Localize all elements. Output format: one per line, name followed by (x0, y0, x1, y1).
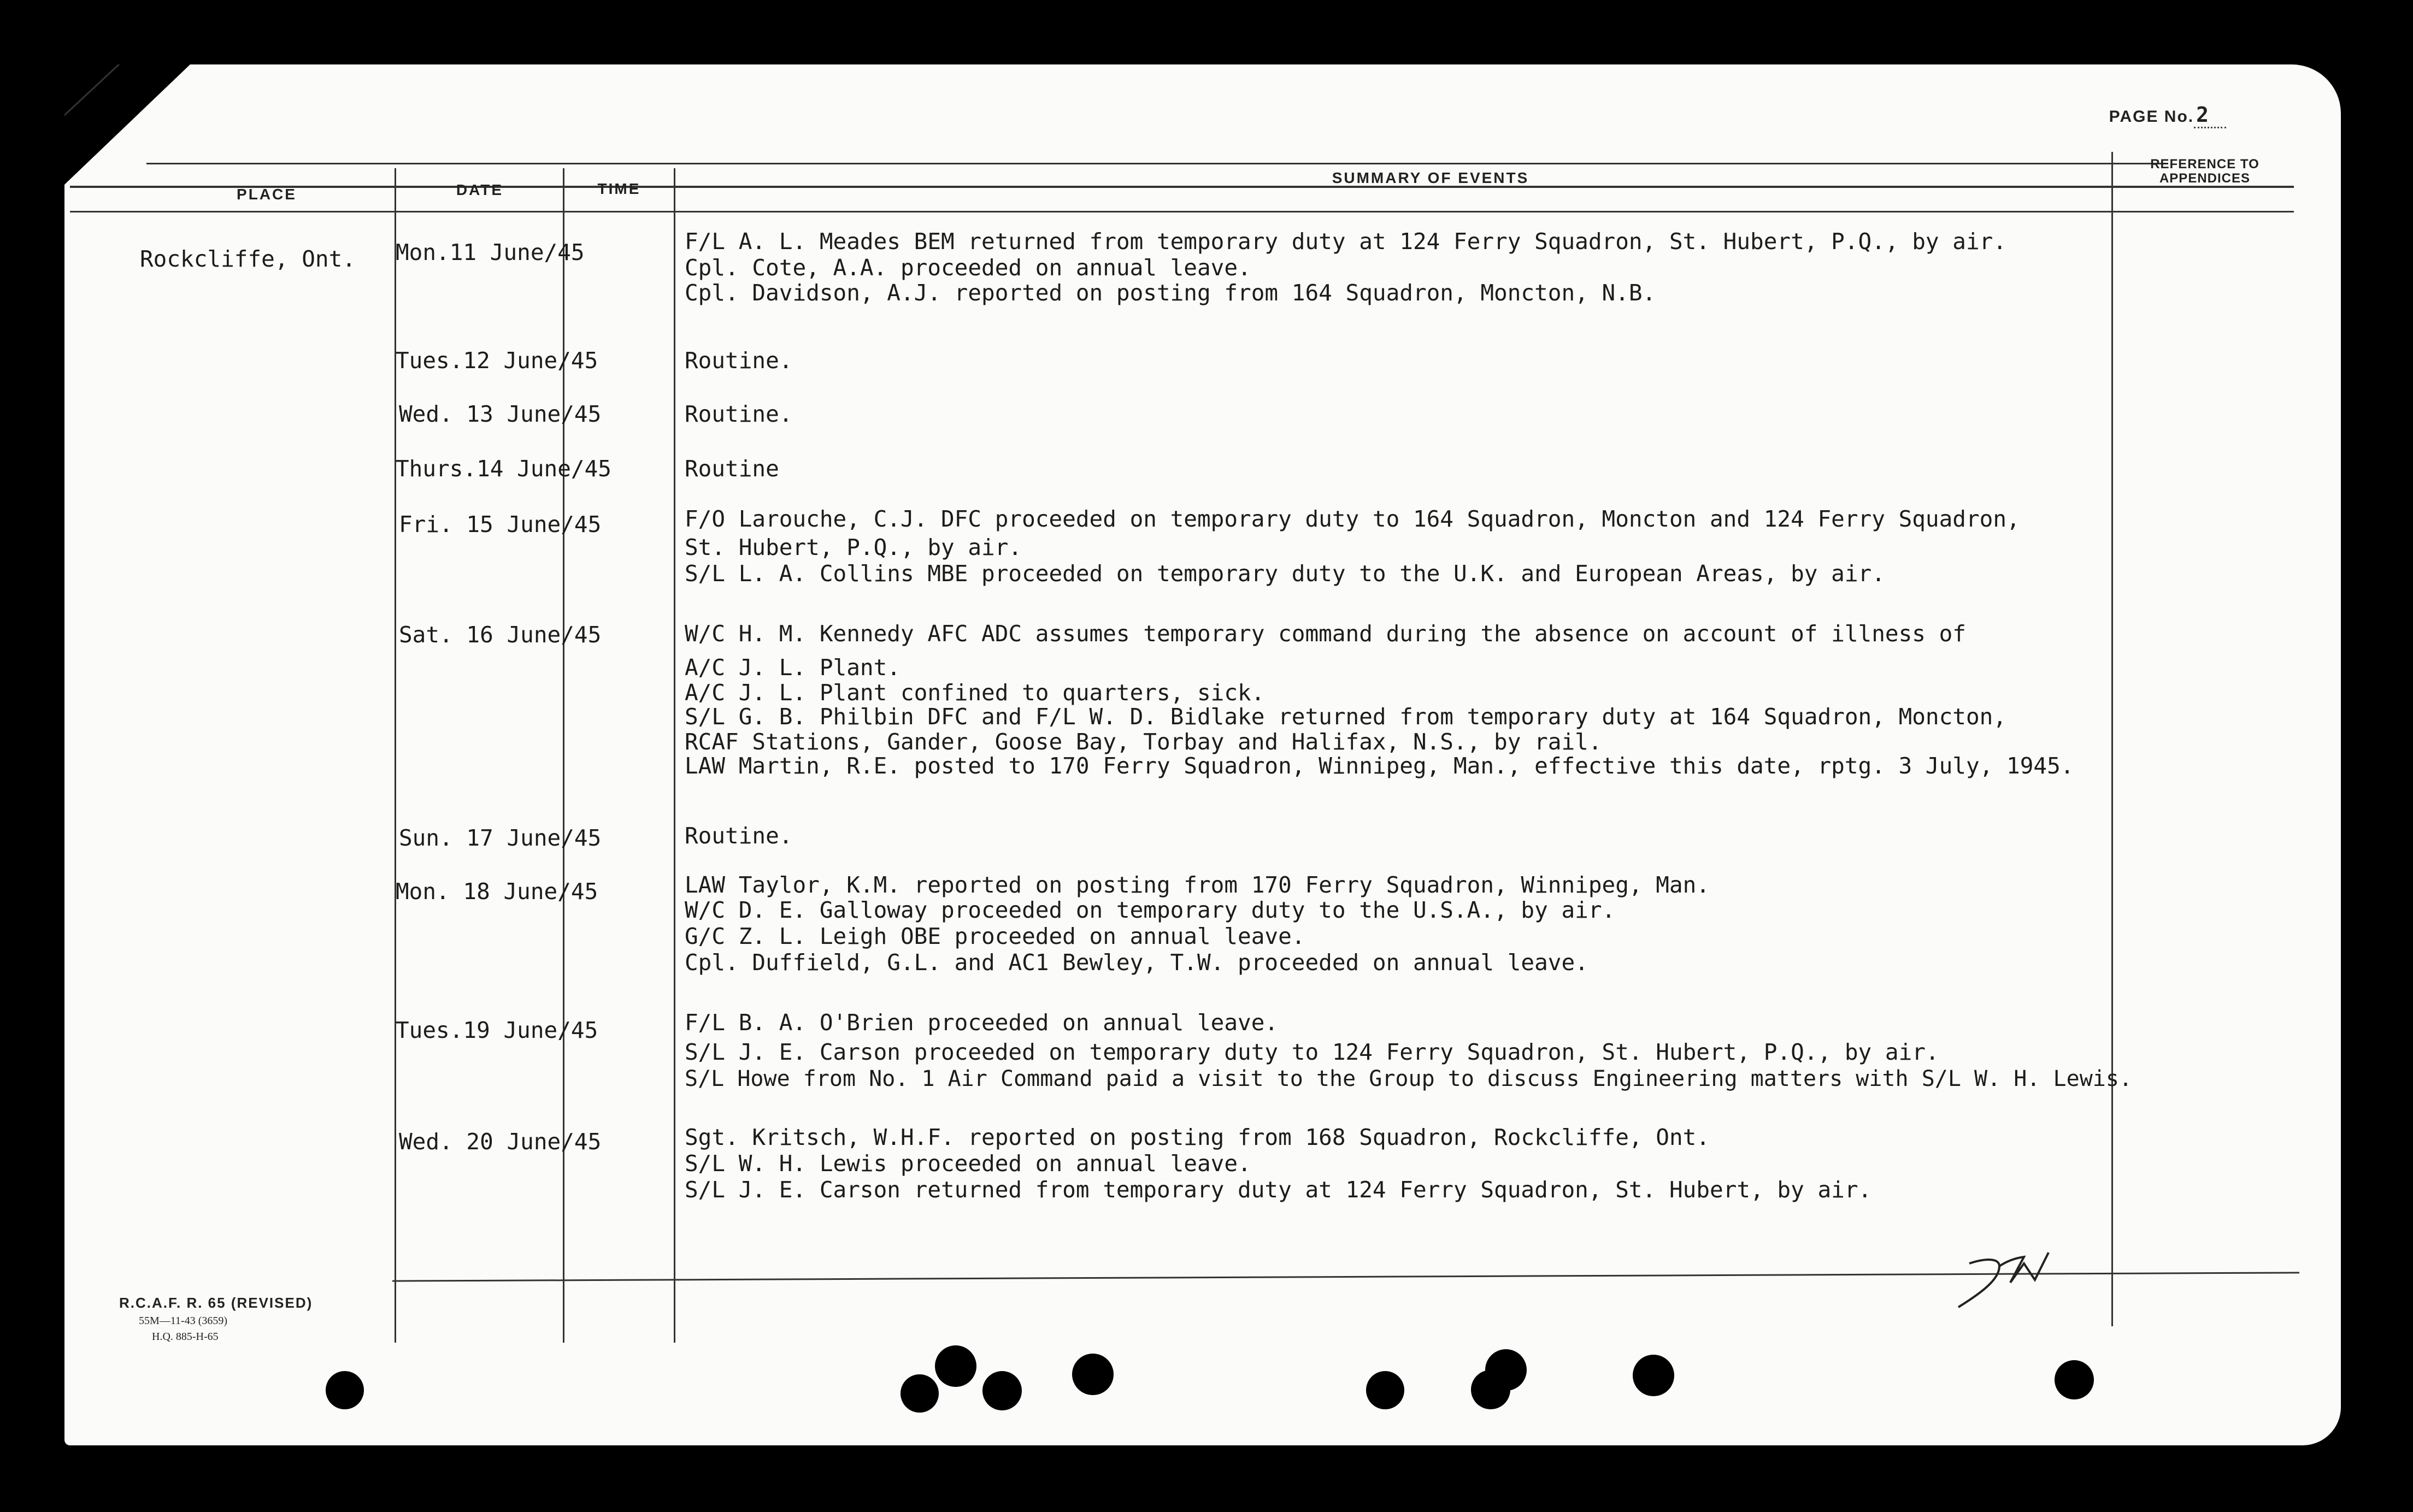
punch-hole (982, 1371, 1022, 1410)
folded-corner (64, 64, 190, 185)
header-under-rule (70, 211, 2294, 212)
column-header-date: DATE (456, 181, 504, 198)
entry-line: Sgt. Kritsch, W.H.F. reported on posting from 168 Squadron, Rockcliffe, Ont. (685, 1124, 1710, 1150)
column-header-place: PLACE (237, 186, 297, 203)
entry-date: Wed. 13 June/45 (399, 401, 602, 427)
header-top-rule (146, 163, 2168, 164)
reference-line2: APPENDICES (2159, 171, 2251, 186)
punch-hole (1471, 1370, 1510, 1409)
entry-line: A/C J. L. Plant confined to quarters, sick. (685, 680, 1265, 706)
entry-line: W/C D. E. Galloway proceeded on temporary duty to the U.S.A., by air. (685, 897, 1616, 923)
signature-initials (1947, 1242, 2068, 1318)
entry-line: G/C Z. L. Leigh OBE proceeded on annual leave. (685, 923, 1305, 949)
entry-line: Routine (685, 456, 779, 482)
punch-hole (1633, 1355, 1674, 1396)
punch-hole (935, 1345, 976, 1387)
column-header-summary: SUMMARY OF EVENTS (1332, 169, 1529, 186)
place-value: Rockcliffe, Ont. (140, 246, 356, 272)
page-number: 2 (2194, 103, 2226, 128)
entry-line: Cpl. Davidson, A.J. reported on posting from 164 Squadron, Moncton, N.B. (685, 280, 1656, 306)
entry-line: Cpl. Cote, A.A. proceeded on annual leave. (685, 255, 1251, 281)
entry-line: S/L L. A. Collins MBE proceeded on temporary duty to the U.K. and European Areas, by air. (685, 560, 1885, 587)
entry-line: LAW Taylor, K.M. reported on posting from 170 Ferry Squadron, Winnipeg, Man. (685, 872, 1710, 898)
punch-hole (901, 1374, 939, 1413)
form-line1: R.C.A.F. R. 65 (REVISED) (119, 1295, 313, 1311)
entry-line: S/L J. E. Carson proceeded on temporary duty to 124 Ferry Squadron, St. Hubert, P.Q., by air. (685, 1039, 1939, 1065)
entry-line: RCAF Stations, Gander, Goose Bay, Torbay and Halifax, N.S., by rail. (685, 729, 1602, 755)
form-number (119, 1295, 313, 1343)
signature-text: JM (2029, 1308, 2037, 1314)
entry-date: Mon.11 June/45 (396, 239, 585, 265)
entry-date: Sat. 16 June/45 (399, 622, 602, 648)
entry-line: W/C H. M. Kennedy AFC ADC assumes temporary command during the absence on account of illness of (685, 621, 1966, 647)
entry-line: A/C J. L. Plant. (685, 654, 901, 681)
entry-date: Thurs.14 June/45 (396, 456, 611, 482)
entry-line: F/L B. A. O'Brien proceeded on annual leave. (685, 1009, 1279, 1036)
entry-line: Routine. (685, 347, 793, 374)
entry-date: Wed. 20 June/45 (399, 1129, 602, 1155)
diary-page (64, 64, 2341, 1445)
entry-date: Tues.19 June/45 (396, 1017, 598, 1043)
entry-line: S/L J. E. Carson returned from temporary duty at 124 Ferry Squadron, St. Hubert, by air. (685, 1177, 1872, 1203)
form-line3: H.Q. 885-H-65 (152, 1331, 219, 1343)
punch-hole (1072, 1354, 1114, 1395)
column-rule-time (674, 168, 675, 1343)
column-rule-summary (2111, 152, 2113, 1326)
entry-line: Routine. (685, 401, 793, 427)
punch-hole (326, 1371, 364, 1409)
entry-line: Cpl. Duffield, G.L. and AC1 Bewley, T.W. proceeded on annual leave. (685, 949, 1588, 976)
entry-line: F/O Larouche, C.J. DFC proceeded on temporary duty to 164 Squadron, Moncton and 124 Ferry Squadron, (685, 506, 2020, 532)
form-line2: 55M—11-43 (3659) (139, 1315, 228, 1327)
entry-date: Fri. 15 June/45 (399, 511, 602, 538)
entry-date: Sun. 17 June/45 (399, 825, 602, 851)
column-rule-date (563, 168, 564, 1343)
entry-line: S/L W. H. Lewis proceeded on annual leave. (685, 1150, 1251, 1177)
reference-line1: REFERENCE TO (2150, 157, 2259, 172)
column-header-time: TIME (597, 180, 641, 197)
entry-line: St. Hubert, P.Q., by air. (685, 534, 1022, 560)
column-rule-place (395, 168, 396, 1343)
entry-date: Tues.12 June/45 (396, 347, 598, 374)
entry-line: F/L A. L. Meades BEM returned from temporary duty at 124 Ferry Squadron, St. Hubert, P.Q., by air. (685, 228, 2007, 255)
punch-hole (2055, 1360, 2094, 1399)
entry-date: Mon. 18 June/45 (396, 878, 598, 905)
entry-line: LAW Martin, R.E. posted to 170 Ferry Squadron, Winnipeg, Man., effective this date, rptg. 3 July, 1945. (685, 753, 2074, 779)
column-header-reference (2115, 157, 2295, 186)
entry-line: S/L G. B. Philbin DFC and F/L W. D. Bidlake returned from temporary duty at 164 Squadron, Moncton, (685, 704, 2007, 730)
page-label: PAGE No. (2109, 108, 2194, 126)
page-number-label (2109, 103, 2226, 127)
entry-line: Routine. (685, 823, 793, 849)
header-bottom-rule (70, 186, 2294, 188)
punch-hole (1366, 1371, 1404, 1409)
entry-line: S/L Howe from No. 1 Air Command paid a visit to the Group to discuss Engineering matters with S/L W. H. Lewis. (685, 1066, 2133, 1091)
